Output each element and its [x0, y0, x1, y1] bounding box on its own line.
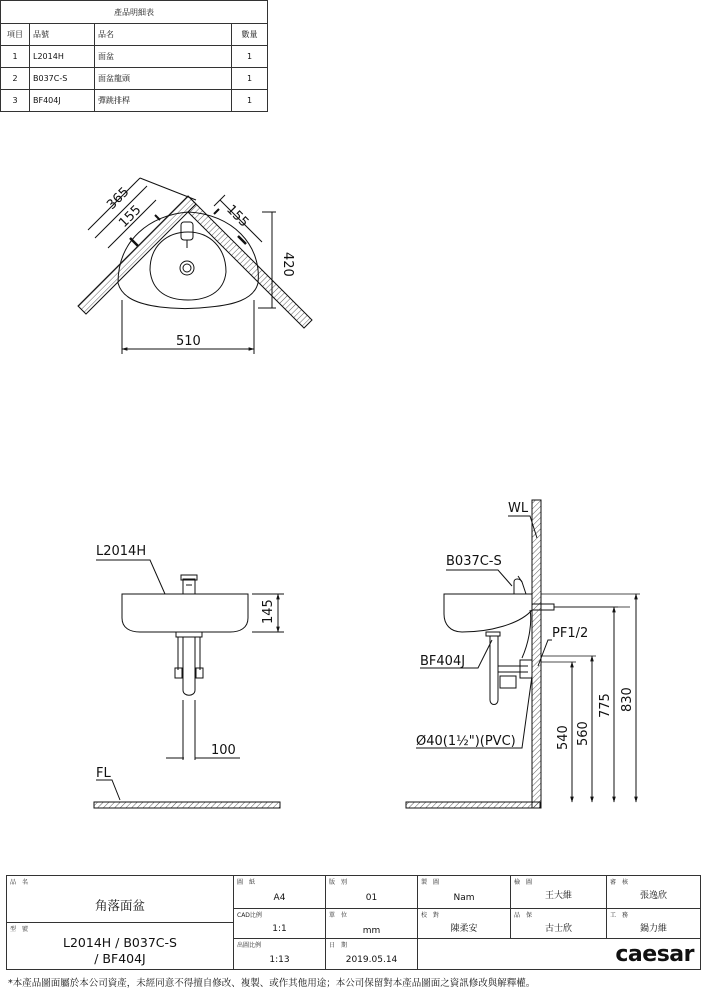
- tb-review-cell: [511, 876, 607, 909]
- tb-paper-cell: [234, 876, 326, 909]
- tb-name-value: 角落面盆: [94, 898, 145, 913]
- tb-print-scale-label: 出圖比例: [237, 942, 262, 949]
- plan-bracket-right: [238, 236, 246, 244]
- header-name: 品名: [95, 24, 232, 46]
- tb-model-label: 型 號: [10, 926, 29, 933]
- tb-model-value-2: / BF404J: [94, 951, 146, 966]
- row-name: 彈跳排桿: [95, 90, 232, 112]
- dim-510-text: 510: [176, 334, 201, 349]
- tb-checked-cell: [418, 909, 511, 939]
- plan-drain-inner: [183, 264, 191, 272]
- tb-eng-cell: [607, 909, 700, 939]
- header-qty: 數量: [232, 24, 268, 46]
- front-trap: [183, 637, 195, 695]
- front-drain-plate: [176, 632, 202, 637]
- tb-review-label: 檢 圖: [514, 879, 533, 886]
- tb-drawn-cell: [418, 876, 511, 909]
- plan-bracket-left: [130, 238, 138, 246]
- dim-365-ext2: [140, 178, 196, 200]
- front-basin: [122, 594, 248, 632]
- dim-100-text: 100: [211, 743, 236, 758]
- tb-model-value-1: L2014H / B037C-S: [63, 935, 177, 950]
- row-item: 3: [1, 90, 30, 112]
- side-faucet-leader: [446, 570, 512, 586]
- front-faucet-body: [183, 579, 195, 594]
- floor-label: FL: [96, 766, 111, 781]
- tb-date-label: 日 期: [329, 942, 348, 949]
- side-faucet: [514, 579, 526, 594]
- side-basin: [444, 594, 532, 632]
- dim-365-text: 365: [104, 184, 133, 213]
- dim-155-right-tick: [214, 195, 225, 206]
- side-floor: [406, 802, 540, 808]
- plan-faucet: [181, 222, 193, 240]
- header-item: 項目: [1, 24, 30, 46]
- tb-unit-value: mm: [362, 926, 381, 936]
- row-code: B037C-S: [30, 68, 95, 90]
- pf-label: PF1/2: [552, 626, 589, 641]
- front-floor-leader: [96, 780, 120, 800]
- tb-date-cell: [326, 939, 418, 969]
- tb-version-label: 版 別: [329, 879, 348, 886]
- tb-product-value: 古士欣: [544, 924, 572, 934]
- tb-date-value: 2019.05.14: [345, 955, 398, 965]
- tb-version-value: 01: [365, 893, 378, 903]
- side-trap-flange: [520, 660, 532, 678]
- row-item: 2: [1, 68, 30, 90]
- tb-paper-value: A4: [273, 893, 286, 903]
- header-code: 品號: [30, 24, 95, 46]
- dim-155-right-text: 155: [223, 202, 252, 231]
- dim-420-text: 420: [280, 252, 295, 277]
- tb-logo-cell: [418, 939, 700, 969]
- tb-eng-label: 工 務: [610, 912, 629, 919]
- tb-print-scale-value: 1:13: [269, 955, 290, 965]
- tb-unit-label: 單 位: [329, 912, 348, 919]
- row-qty: 1: [232, 68, 268, 90]
- faucet-label: B037C-S: [446, 554, 502, 569]
- tb-product-cell: [511, 909, 607, 939]
- wall-label: WL: [508, 501, 529, 516]
- tb-review-value: 王大維: [544, 891, 572, 901]
- tb-product-label: 品 保: [514, 912, 533, 919]
- tb-eng-value: 鍋力維: [639, 924, 667, 934]
- title-block: [6, 875, 701, 970]
- plan-drain: [180, 261, 194, 275]
- dim-540-text: 540: [556, 725, 571, 750]
- tb-cad-scale-value: 1:1: [272, 924, 287, 934]
- tb-paper-label: 圖 紙: [237, 879, 256, 886]
- dim-560-text: 560: [576, 721, 591, 746]
- dim-145-text: 145: [261, 599, 276, 624]
- tb-name-cell: [7, 876, 234, 923]
- tb-audit-cell: [607, 876, 700, 909]
- row-name: 面盆龍頭: [95, 68, 232, 90]
- tb-unit-cell: [326, 909, 418, 939]
- tb-print-scale-cell: [234, 939, 326, 969]
- tb-cad-scale-cell: [234, 909, 326, 939]
- tb-audit-value: 張逸欣: [639, 891, 667, 901]
- front-model-leader: [96, 560, 165, 594]
- tb-checked-value: 陳柔安: [450, 924, 478, 934]
- footer-note: *本產品圖面屬於本公司資產，未經同意不得擅自修改、複製、或作其他用途；本公司保留對本產品圖面之資訊修改與解釋權。: [8, 978, 536, 989]
- plan-bracket-right-2: [214, 209, 219, 214]
- row-qty: 1: [232, 90, 268, 112]
- tb-cad-scale-label: CAD比例: [237, 912, 262, 919]
- tb-name-label: 品 名: [10, 879, 29, 886]
- tb-drawn-label: 製 圖: [421, 879, 440, 886]
- side-wall: [532, 500, 541, 808]
- dim-830-text: 830: [620, 687, 635, 712]
- side-trap-nut: [500, 676, 516, 688]
- tb-checked-label: 校 對: [421, 912, 440, 919]
- front-view: [94, 560, 284, 808]
- parts-table-title: 產品明細表: [1, 1, 268, 24]
- plan-basin-bowl: [150, 232, 226, 300]
- tb-drawn-value: Nam: [453, 893, 475, 903]
- side-drain-plate: [486, 632, 500, 636]
- tb-version-cell: [326, 876, 418, 909]
- row-item: 1: [1, 46, 30, 68]
- row-code: BF404J: [30, 90, 95, 112]
- dim-155-left-text: 155: [116, 202, 145, 231]
- row-code: L2014H: [30, 46, 95, 68]
- row-qty: 1: [232, 46, 268, 68]
- caesar-logo: caesar: [615, 942, 694, 967]
- front-floor: [94, 802, 280, 808]
- dim-775-text: 775: [598, 693, 613, 718]
- tb-model-cell: [7, 923, 234, 969]
- pipe-label: Ø40(1½")(PVC): [416, 734, 516, 749]
- row-name: 面盆: [95, 46, 232, 68]
- drain-label: BF404J: [420, 654, 466, 669]
- front-model-label: L2014H: [96, 544, 147, 559]
- tb-audit-label: 審 核: [610, 879, 629, 886]
